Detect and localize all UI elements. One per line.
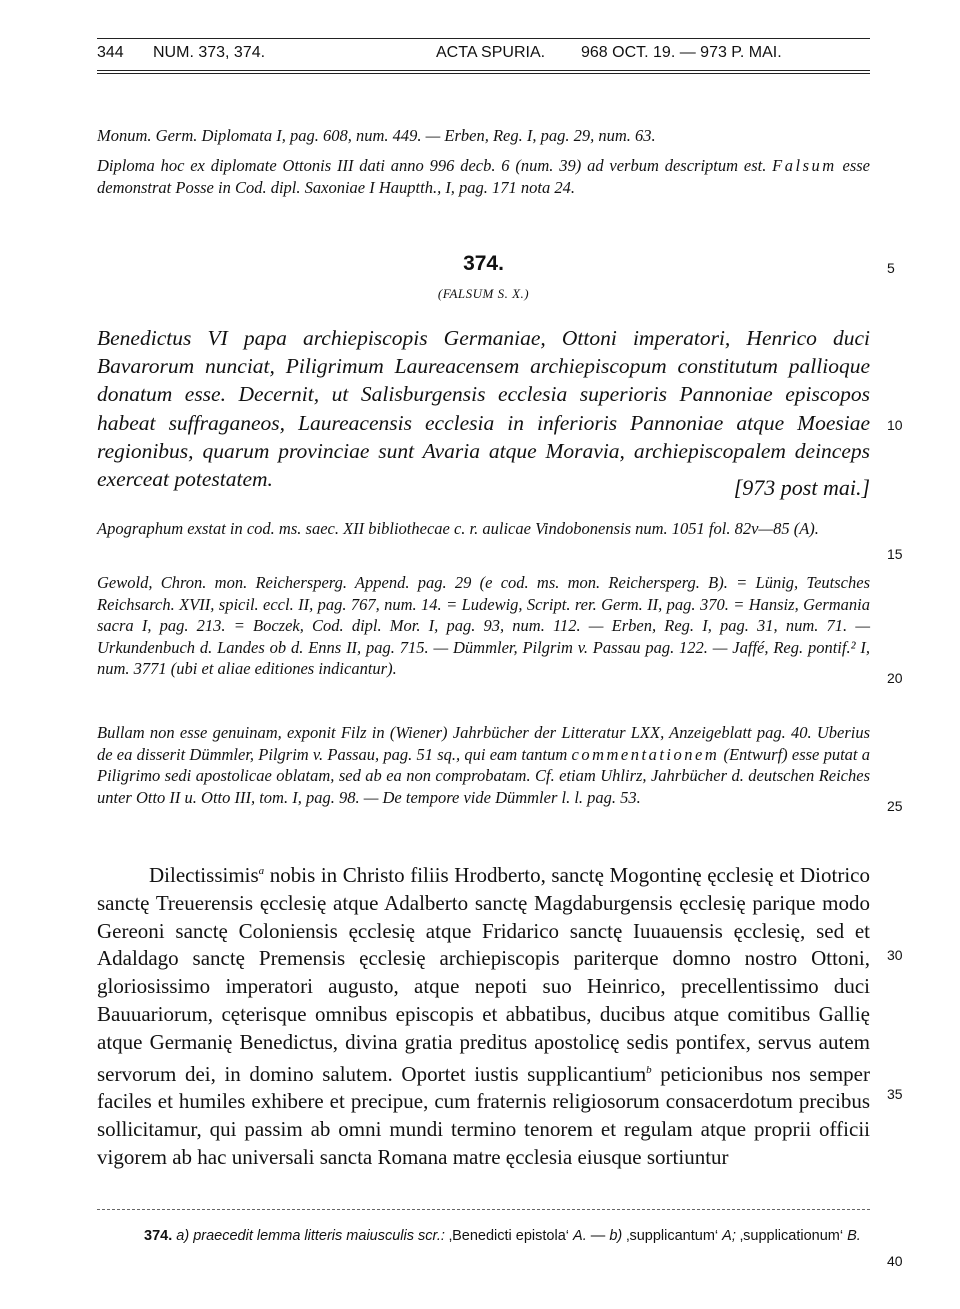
footnote-dash: — bbox=[590, 1228, 606, 1244]
footnote-b-siglum1: A; bbox=[722, 1228, 736, 1244]
document-date: [973 post mai.] bbox=[733, 475, 870, 501]
prev-note-p1 bbox=[97, 125, 870, 147]
footnote-mark-b: b bbox=[646, 1063, 652, 1076]
footnote-number: 374. bbox=[144, 1228, 173, 1244]
line-number: 5 bbox=[887, 260, 895, 276]
text-part3: peticionibus nos semper faciles et humiles exhibere et precipue, cum fraternis religiosorum consacerdotum precibus sollicitamur, qui passim ab omni mundi termino tenorem et regulam atque proprii officii vigorem ab hac universali sancta Romana matre ęcclesia eiusque sortiuntur bbox=[97, 1061, 870, 1169]
apparatus-p2 bbox=[97, 572, 870, 680]
summary-text: Benedictus VI papa archiepiscopis Germaniae, Ottoni imperatori, Henrico duci Bavarorum nunciat, Piligrimum Laureacensem archiepiscopum constitutum pallioque donatum esse. Decernit, ut Salisburgensis ecclesia superioris Pannoniae episcopos habeat suffraganeos, Laureacensis ecclesia in inferioris Pannoniae atque Moesiae regionibus, quarum provinciae sunt Avaria atque Moravia, archiepiscopalem deinceps exerceat potestatem. bbox=[97, 326, 870, 492]
footnote-b-quote2: ‚supplicationum‘ bbox=[739, 1228, 844, 1244]
footnote-a-mark: a) bbox=[176, 1228, 190, 1244]
apparatus-p3 bbox=[97, 722, 870, 808]
header-left: NUM. 373, 374. bbox=[153, 44, 266, 61]
document-text bbox=[97, 858, 870, 1172]
footnote-a-siglum: A. bbox=[573, 1228, 587, 1244]
footnote-rule bbox=[97, 1209, 870, 1210]
apparatus-p2-text: Gewold, Chron. mon. Reichersperg. Append. pag. 29 (e cod. ms. mon. Reichersperg. B). = Lünig, Teutsches Reichsarch. XVII, spicil. eccl. II, pag. 767, num. 14. = Ludewig, Script. rer. Germ. II, pag. 370. = Hansiz, Germania sacra I, pag. 213. = Boczek, Cod. dipl. Mor. I, pag. 93, num. 112. — Erben, Reg. I, pag. 31, num. 71. — Urkundenbuch d. Landes ob d. Enns II, pag. 715. — Dümmler, Pilgrim v. Passau pag. 122. — Jaffé, Reg. pontif.² I, num. 3771 (ubi et aliae editiones indicantur). bbox=[97, 573, 870, 679]
document-summary bbox=[97, 324, 870, 501]
page bbox=[97, 30, 870, 1290]
apparatus-p3-spaced: commentationem bbox=[571, 744, 720, 764]
apparatus-p3-pre: Bullam non esse genuinam, exponit Filz in (Wiener) Jahrbücher der Litteratur LXX, Anzeigeblatt pag. 40. Uberius de ea disserit Dümmler, Pilgrim v. Passau, pag. 51 sq., qui eam tantum bbox=[97, 723, 870, 764]
page-number: 344 bbox=[97, 44, 124, 61]
header-bottom-rule bbox=[97, 70, 870, 71]
header-bottom-rule-2 bbox=[97, 73, 870, 74]
header-right: 968 OCT. 19. — 973 P. MAI. bbox=[581, 44, 782, 61]
text-part1: Dilectissimis bbox=[149, 863, 259, 887]
document-subtitle: (FALSUM S. X.) bbox=[437, 286, 530, 301]
footnote-b-siglum2: B. bbox=[847, 1228, 861, 1244]
prev-note-p2-pre: Diploma hoc ex diplomate Ottonis III dati anno 996 decb. 6 (num. 39) ad verbum descriptum est. bbox=[97, 156, 767, 175]
prev-note-p2-spaced: Falsum bbox=[772, 156, 837, 175]
line-number: 10 bbox=[887, 417, 903, 433]
text-part2: nobis in Christo filiis Hrodberto, sanctę Mogontinę ęcclesię et Diotrico sanctę Treuerensis ęcclesię atque Adalberto sanctę Magdaburgensis ęcclesię parique modo Gereoni sanctę Coloniensis ęcclesię atque Fridarico sanctę Iuuauensis ęcclesię, sed et Adaldago sanctę Premensis ęcclesię archiepiscopis pariterque domno nostro Ottoni, gloriosissimo imperatori augusto, atque nepoti suo Heinrico, precellentissimo duci Bauuariorum, cęterisque omnibus episcopis et abbatibus, ducibus atque comitibus Gallię atque Germanię Benedictus, divina gratia preditus apostolicę sedis pontifex, servus autem servorum dei, in domino salutem. Oportet iustis supplicantium bbox=[97, 863, 870, 1086]
apparatus-p1 bbox=[97, 518, 870, 540]
line-number: 35 bbox=[887, 1086, 903, 1102]
footnote-b-mark: b) bbox=[609, 1228, 623, 1244]
line-number: 40 bbox=[887, 1253, 903, 1269]
prev-note-p2-post: esse demonstrat Posse in Cod. dipl. Saxoniae I Hauptth., I, pag. 171 nota 24. bbox=[97, 156, 871, 197]
line-number: 30 bbox=[887, 947, 903, 963]
prev-note-p2 bbox=[97, 155, 870, 198]
running-header bbox=[97, 44, 870, 70]
line-number: 20 bbox=[887, 670, 903, 686]
prev-note-p1-text: Monum. Germ. Diplomata I, pag. 608, num. 449. — Erben, Reg. I, pag. 29, num. 63. bbox=[97, 126, 656, 145]
line-number: 25 bbox=[887, 798, 903, 814]
apparatus-p3-post: (Entwurf) esse putat a Piligrimo sedi apostolicae oblatam, sed ab ea non comprobatam. Cf. etiam Uhlirz, Jahrbücher d. deutschen Reiches unter Otto II u. Otto III, tom. I, pag. 98. — De tempore vide Dümmler l. l. pag. 53. bbox=[97, 744, 870, 807]
footnote-a-text: praecedit lemma litteris maiusculis scr.: bbox=[193, 1228, 445, 1244]
document-number: 374. bbox=[463, 252, 504, 275]
footnote-a-quote: ‚Benedicti epistola‘ bbox=[448, 1228, 570, 1244]
footnote-b-quote1: ‚supplicantum‘ bbox=[626, 1228, 719, 1244]
header-center: ACTA SPURIA. bbox=[436, 44, 546, 61]
footnotes bbox=[144, 1226, 870, 1247]
footnote-mark-a: a bbox=[258, 865, 265, 877]
apparatus-p1-text: Apographum exstat in cod. ms. saec. XII bibliothecae c. r. aulicae Vindobonensis num. 1051 fol. 82v—85 (A). bbox=[97, 519, 819, 538]
line-number: 15 bbox=[887, 546, 903, 562]
header-top-rule bbox=[97, 38, 870, 39]
